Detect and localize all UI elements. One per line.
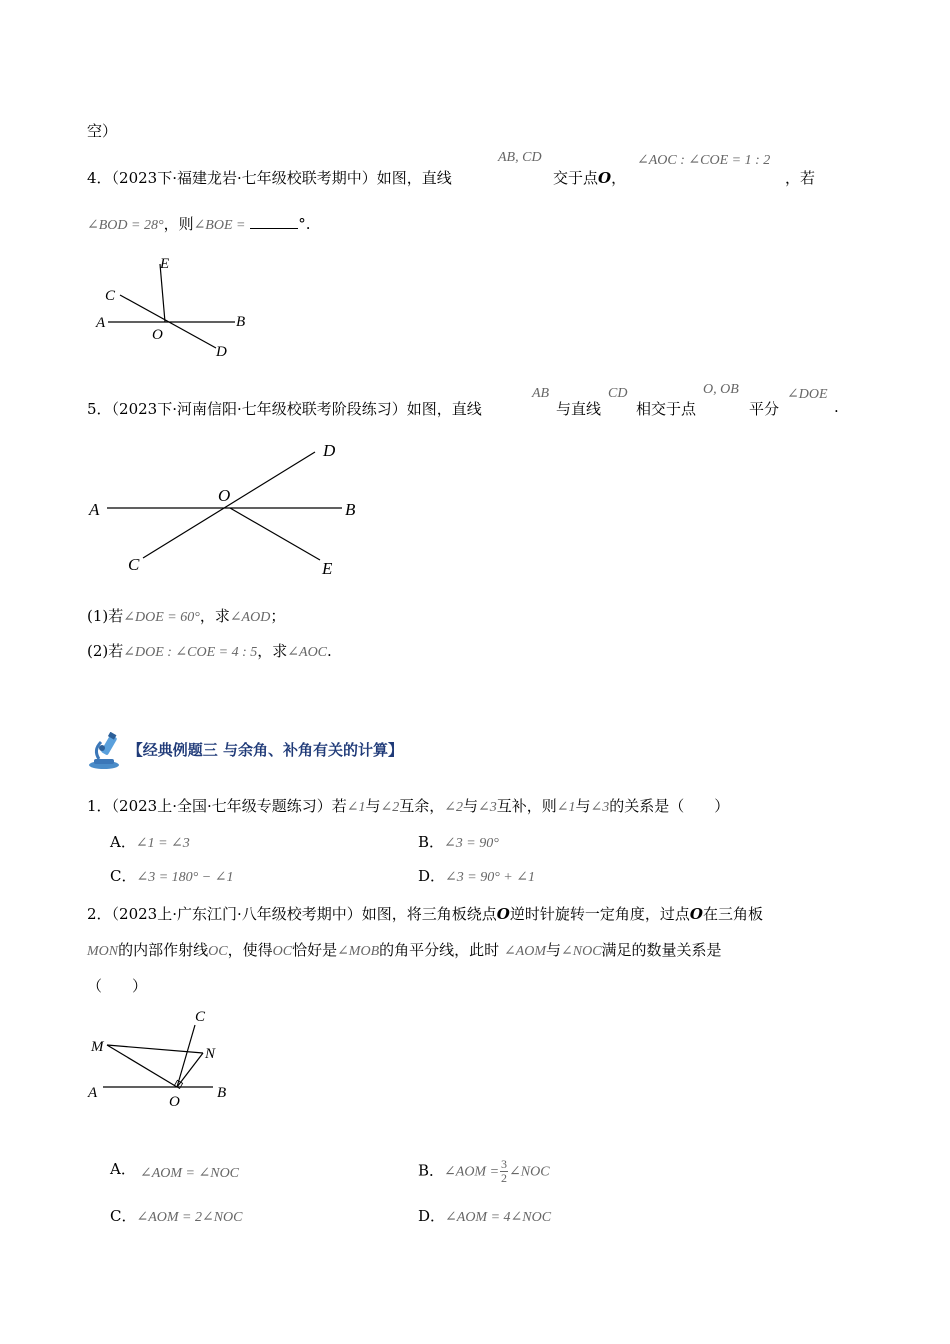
question-text: 的角平分线，此时: [379, 941, 500, 959]
question-text: 恰好是: [292, 941, 338, 959]
question-text: 交于点: [553, 169, 599, 187]
math-ratio: ∠AOC : ∠COE = 1 : 2: [637, 153, 771, 168]
question-number: 4．: [87, 169, 112, 187]
math-oc: OC: [272, 944, 293, 959]
question-text: 相交于点: [636, 400, 697, 418]
label-d: D: [216, 344, 227, 360]
label-m: M: [91, 1039, 104, 1055]
section-title: 【经典例题三 与余角、补角有关的计算】: [127, 741, 404, 759]
label-o: O: [152, 327, 163, 343]
question-text: 与: [546, 941, 562, 959]
option-a[interactable]: A．∠1 = ∠3: [110, 833, 190, 851]
option-c[interactable]: C．∠3 = 180° − ∠1: [110, 867, 234, 885]
label-b: B: [236, 314, 246, 330]
ray-oc: [177, 1025, 195, 1087]
question-text: 满足的数量关系是: [601, 941, 722, 959]
question-text: 的内部作射线: [118, 941, 209, 959]
option-b[interactable]: B．∠AOM = $\frac{3}{2}$ ∠NOC: [418, 1157, 550, 1185]
question-text: 与: [463, 797, 479, 815]
point-o: O: [598, 169, 612, 187]
math-ab: AB: [532, 386, 550, 401]
question-text: 如图，直线: [406, 400, 482, 418]
label-d: D: [323, 441, 336, 460]
math-mob: ∠MOB: [337, 944, 380, 959]
option-d[interactable]: D．∠AOM = 4∠NOC: [418, 1207, 552, 1225]
angle-1: ∠1: [346, 800, 366, 815]
question-number: 2．: [87, 905, 112, 923]
math-cd: CD: [608, 386, 628, 401]
label-o: O: [218, 486, 231, 505]
question-text: 与直线: [556, 400, 602, 418]
question-source: （2023下·福建龙岩·七年级校联考期中）: [111, 169, 377, 187]
subquestion-1: (1)若∠DOE = 60°，求∠AOD；: [87, 607, 286, 625]
math-lines-ab-cd: AB, CD: [498, 150, 542, 165]
label-a: A: [88, 1085, 98, 1101]
question-text: 逆时针旋转一定角度，过点: [509, 905, 690, 923]
question-text: 若: [331, 797, 347, 815]
option-b[interactable]: B．∠3 = 90°: [418, 833, 499, 851]
label-o: O: [169, 1094, 180, 1110]
option-c[interactable]: C．∠AOM = 2∠NOC: [110, 1207, 243, 1225]
angle-3: ∠3: [478, 800, 497, 815]
question-text: 互补，则: [496, 797, 557, 815]
question-text: 平分: [749, 400, 780, 418]
ray-oe: [230, 508, 320, 560]
math-aom: ∠AOM: [503, 944, 546, 959]
side-om: [107, 1045, 177, 1087]
question-source: （2023上·广东江门·八年级校考期中）: [111, 905, 362, 923]
math-given: ∠BOD = 28°: [87, 218, 164, 233]
question-text: 互余，: [399, 797, 445, 815]
question-text: ，使得: [227, 941, 273, 959]
figure-e2: [85, 1005, 245, 1115]
question-text: ，则: [163, 215, 194, 233]
figure-q5: [85, 435, 375, 585]
label-b: B: [345, 500, 356, 519]
math-oc: OC: [208, 944, 228, 959]
math-doe: ∠DOE: [787, 387, 828, 402]
label-e: E: [322, 559, 333, 578]
question-text: .: [834, 398, 839, 416]
point-o: O: [689, 905, 703, 923]
angle-2: ∠2: [444, 800, 464, 815]
microscope-icon: [87, 732, 123, 770]
question-source: （2023上·全国·七年级专题练习）: [111, 797, 332, 815]
option-a-expr: ∠AOM = ∠NOC: [140, 1166, 240, 1181]
label-b: B: [217, 1085, 227, 1101]
option-d[interactable]: D．∠3 = 90° + ∠1: [418, 867, 535, 885]
question-source: （2023下·河南信阳·七年级校联考阶段练习）: [111, 400, 407, 418]
option-a[interactable]: A．: [110, 1160, 136, 1178]
label-n: N: [205, 1046, 216, 1062]
question-text: 如图，直线: [376, 169, 452, 187]
question-text: °.: [298, 215, 311, 233]
figure-q4: [90, 250, 270, 362]
question-text: 与: [365, 797, 381, 815]
question-number: 1．: [87, 797, 112, 815]
point-o: O: [496, 905, 510, 923]
label-e: E: [160, 256, 170, 272]
angle-2: ∠2: [380, 800, 400, 815]
label-c: C: [128, 555, 140, 574]
fraction: $\frac{3}{2}$: [501, 1157, 508, 1185]
answer-blank[interactable]: [250, 214, 298, 229]
question-text: 与: [575, 797, 591, 815]
question-text: 在三角板: [702, 905, 763, 923]
subquestion-2: (2)若∠DOE : ∠COE = 4 : 5，求∠AOC.: [87, 642, 332, 660]
label-a: A: [96, 315, 106, 331]
angle-3: ∠3: [590, 800, 610, 815]
math-noc: ∠NOC: [561, 944, 602, 959]
ray-oe: [160, 264, 165, 322]
angle-1: ∠1: [556, 800, 576, 815]
question-text: ，若: [785, 169, 816, 187]
continuation-text: 空）: [87, 122, 118, 140]
math-o-ob: O, OB: [703, 382, 739, 397]
math-ask: ∠BOE =: [193, 218, 246, 233]
question-text: 的关系是（ ）: [609, 797, 730, 815]
label-c: C: [105, 288, 116, 304]
math-mon: MON: [87, 944, 119, 959]
label-a: A: [89, 500, 100, 519]
question-number: 5．: [87, 400, 112, 418]
answer-paren: （ ）: [87, 977, 148, 995]
section-heading: [87, 732, 403, 770]
question-text: 如图，将三角板绕点: [361, 905, 497, 923]
question-text: ，: [611, 169, 627, 187]
label-c: C: [195, 1009, 206, 1025]
